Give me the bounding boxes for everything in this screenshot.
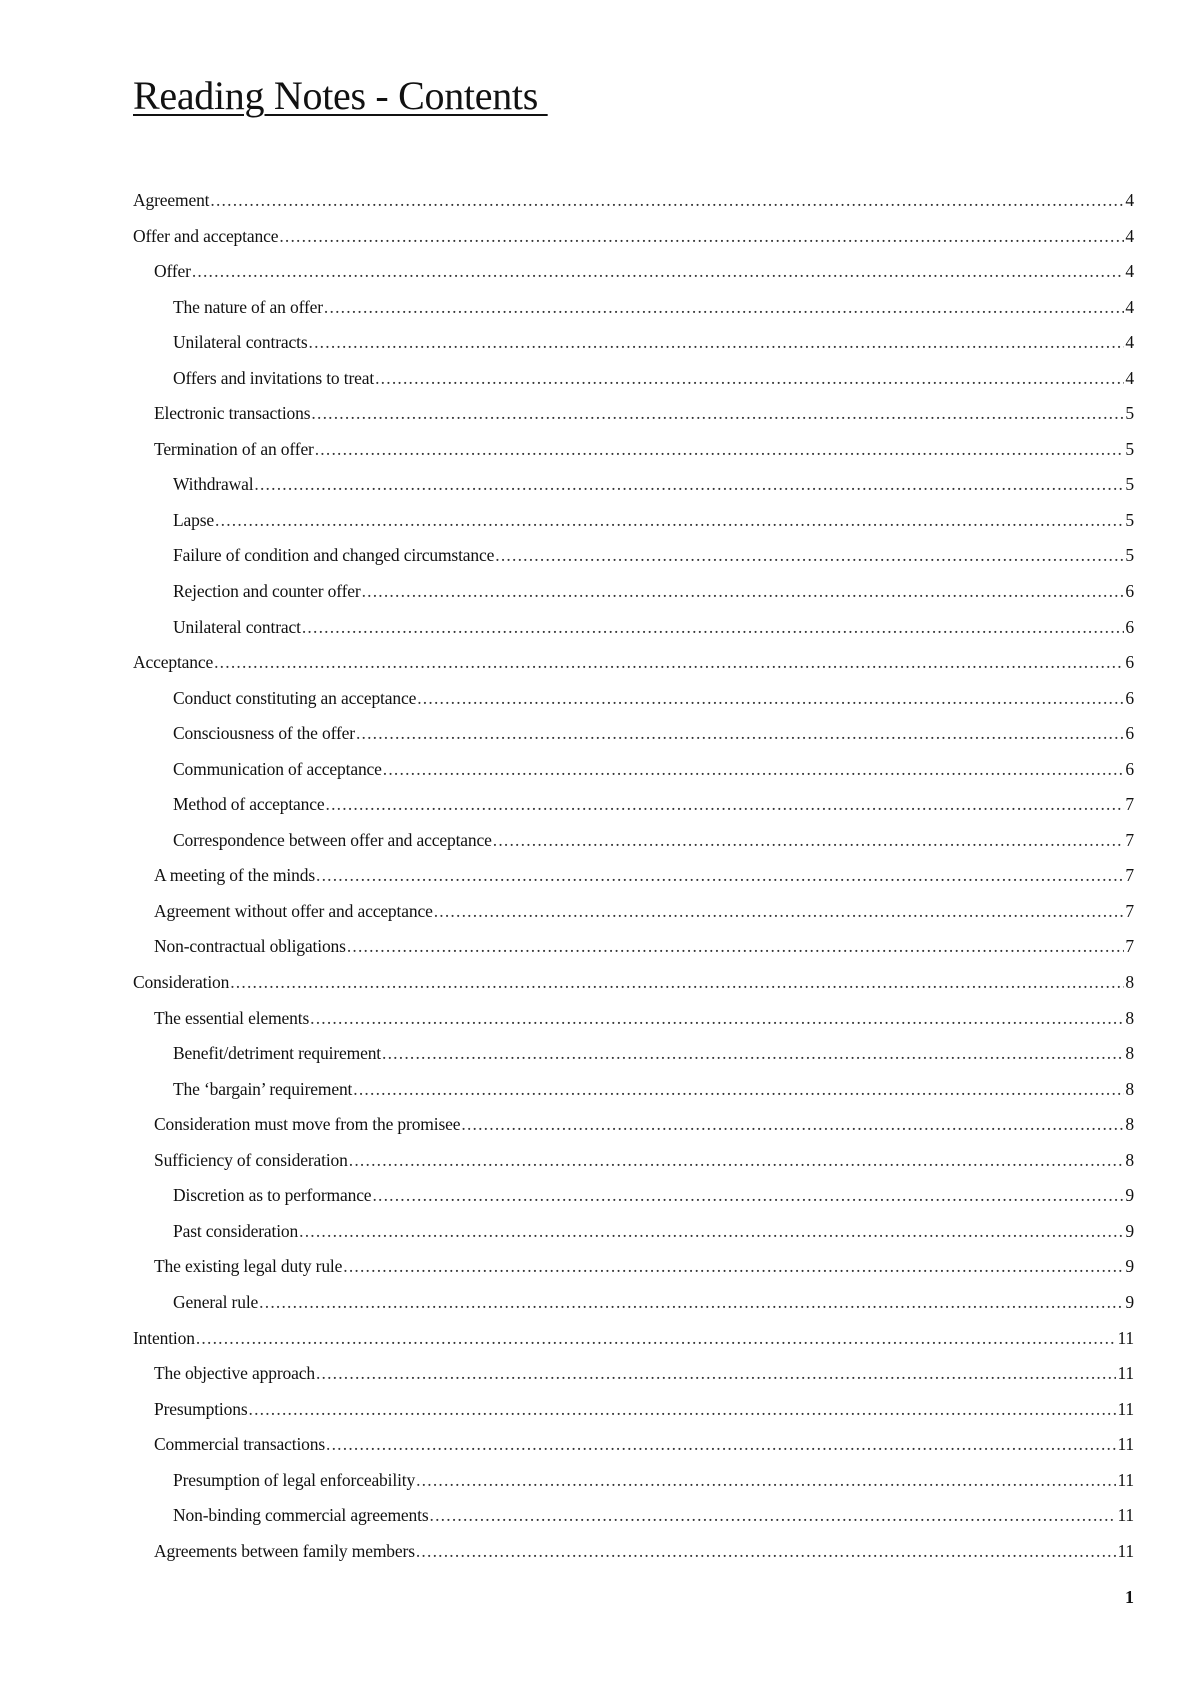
toc-entry-label: Method of acceptance — [173, 794, 325, 815]
toc-entry-page-number: 6 — [1125, 758, 1134, 779]
toc-entry-page-number: 6 — [1125, 652, 1134, 673]
toc-dot-leader — [196, 1328, 1117, 1349]
toc-entry-label: Rejection and counter offer — [173, 581, 361, 602]
toc-entry-label: Acceptance — [133, 652, 214, 673]
toc-dot-leader — [279, 226, 1124, 247]
toc-entry[interactable] — [133, 1043, 1134, 1079]
toc-entry-label: Conduct constituting an acceptance — [173, 687, 417, 708]
toc-entry[interactable] — [133, 1505, 1134, 1541]
toc-dot-leader — [302, 617, 1125, 638]
toc-entry-label: Termination of an offer — [154, 438, 314, 459]
toc-entry[interactable] — [133, 332, 1134, 368]
toc-dot-leader — [461, 1114, 1124, 1135]
toc-entry[interactable] — [133, 403, 1134, 439]
toc-dot-leader — [430, 1505, 1117, 1526]
toc-dot-leader — [383, 759, 1125, 780]
toc-dot-leader — [362, 581, 1125, 602]
toc-dot-leader — [249, 1399, 1117, 1420]
toc-entry-page-number: 8 — [1125, 1114, 1134, 1135]
toc-entry-page-number: 8 — [1125, 1149, 1134, 1170]
toc-entry-page-number: 6 — [1125, 616, 1134, 637]
toc-entry-page-number: 9 — [1125, 1185, 1134, 1206]
toc-entry-page-number: 11 — [1117, 1469, 1134, 1490]
toc-dot-leader — [210, 190, 1124, 211]
toc-entry[interactable] — [133, 688, 1134, 724]
toc-entry-label: Consciousness of the offer — [173, 723, 355, 744]
toc-dot-leader — [326, 1434, 1116, 1455]
toc-entry-label: Electronic transactions — [154, 403, 311, 424]
toc-dot-leader — [416, 1541, 1117, 1562]
toc-entry-page-number: 8 — [1125, 1007, 1134, 1028]
toc-entry-label: Withdrawal — [173, 474, 254, 495]
toc-entry-page-number: 5 — [1125, 545, 1134, 566]
toc-entry[interactable] — [133, 1079, 1134, 1115]
toc-entry-label: The existing legal duty rule — [154, 1256, 343, 1277]
toc-entry[interactable] — [133, 723, 1134, 759]
toc-dot-leader — [324, 297, 1124, 318]
toc-entry-label: Intention — [133, 1327, 195, 1348]
toc-dot-leader — [215, 510, 1124, 531]
toc-entry-page-number: 4 — [1125, 367, 1134, 388]
toc-entry[interactable] — [133, 368, 1134, 404]
toc-entry-label: The objective approach — [154, 1363, 315, 1384]
toc-entry[interactable] — [133, 1185, 1134, 1221]
toc-dot-leader — [343, 1256, 1124, 1277]
toc-entry-page-number: 8 — [1125, 972, 1134, 993]
toc-dot-leader — [299, 1221, 1124, 1242]
toc-dot-leader — [349, 1150, 1125, 1171]
toc-entry-page-number: 11 — [1117, 1327, 1134, 1348]
toc-entry-label: Lapse — [173, 509, 215, 530]
toc-entry-label: Offer and acceptance — [133, 225, 279, 246]
toc-entry-page-number: 4 — [1125, 296, 1134, 317]
toc-entry[interactable] — [133, 261, 1134, 297]
toc-dot-leader — [230, 972, 1124, 993]
toc-entry-label: Sufficiency of consideration — [154, 1149, 348, 1170]
toc-entry-label: Failure of condition and changed circumstance — [173, 545, 495, 566]
toc-entry-page-number: 9 — [1125, 1291, 1134, 1312]
toc-dot-leader — [254, 474, 1124, 495]
toc-entry-label: Offer — [154, 261, 191, 282]
table-of-contents — [133, 190, 1134, 1576]
toc-entry-page-number: 11 — [1117, 1363, 1134, 1384]
toc-entry-page-number: 7 — [1125, 865, 1134, 886]
toc-entry[interactable] — [133, 936, 1134, 972]
toc-entry[interactable] — [133, 1399, 1134, 1435]
toc-entry-page-number: 11 — [1117, 1398, 1134, 1419]
toc-entry-page-number: 7 — [1125, 794, 1134, 815]
toc-dot-leader — [326, 794, 1125, 815]
toc-entry-page-number: 11 — [1117, 1505, 1134, 1526]
toc-entry[interactable] — [133, 1434, 1134, 1470]
toc-entry-label: The essential elements — [154, 1007, 310, 1028]
toc-entry-label: Offers and invitations to treat — [173, 367, 375, 388]
toc-dot-leader — [311, 403, 1124, 424]
toc-dot-leader — [192, 261, 1125, 282]
toc-dot-leader — [353, 1079, 1124, 1100]
toc-entry-page-number: 4 — [1125, 190, 1134, 210]
toc-entry[interactable] — [133, 759, 1134, 795]
toc-entry-label: The nature of an offer — [173, 296, 323, 317]
toc-entry-page-number: 7 — [1125, 829, 1134, 850]
toc-entry-page-number: 4 — [1125, 332, 1134, 353]
toc-entry[interactable] — [133, 1470, 1134, 1506]
toc-entry-label: Consideration must move from the promisee — [154, 1114, 461, 1135]
toc-dot-leader — [316, 865, 1124, 886]
toc-entry[interactable] — [133, 617, 1134, 653]
toc-entry-page-number: 6 — [1125, 581, 1134, 602]
toc-entry-page-number: 6 — [1125, 723, 1134, 744]
toc-entry[interactable] — [133, 1008, 1134, 1044]
toc-entry-label: General rule — [173, 1291, 259, 1312]
toc-entry[interactable] — [133, 1541, 1134, 1577]
toc-dot-leader — [382, 1043, 1124, 1064]
toc-dot-leader — [315, 439, 1125, 460]
toc-dot-leader — [316, 1363, 1117, 1384]
page-number: 1 — [1125, 1587, 1134, 1607]
document-title: Reading Notes - Contents — [133, 73, 548, 118]
toc-dot-leader — [417, 688, 1124, 709]
toc-entry-page-number: 8 — [1125, 1043, 1134, 1064]
toc-entry[interactable] — [133, 581, 1134, 617]
toc-entry-page-number: 5 — [1125, 509, 1134, 530]
toc-entry-label: Commercial transactions — [154, 1434, 326, 1455]
toc-dot-leader — [416, 1470, 1116, 1491]
toc-entry-page-number: 4 — [1125, 261, 1134, 282]
toc-entry-label: Agreement without offer and acceptance — [154, 900, 433, 921]
toc-entry[interactable] — [133, 865, 1134, 901]
toc-entry-label: Agreements between family members — [154, 1540, 415, 1561]
toc-entry-page-number: 5 — [1125, 438, 1134, 459]
toc-entry[interactable] — [133, 1256, 1134, 1292]
toc-entry-label: Unilateral contract — [173, 616, 301, 637]
toc-entry-label: Agreement — [133, 190, 210, 210]
toc-entry[interactable] — [133, 439, 1134, 475]
toc-entry[interactable] — [133, 1328, 1134, 1364]
toc-entry-page-number: 9 — [1125, 1256, 1134, 1277]
toc-entry-page-number: 5 — [1125, 403, 1134, 424]
toc-dot-leader — [375, 368, 1124, 389]
toc-entry[interactable] — [133, 901, 1134, 937]
toc-dot-leader — [495, 545, 1124, 566]
toc-entry[interactable] — [133, 474, 1134, 510]
toc-entry-label: Past consideration — [173, 1220, 299, 1241]
toc-entry-label: A meeting of the minds — [154, 865, 315, 886]
toc-entry-label: Consideration — [133, 972, 230, 993]
toc-entry-page-number: 11 — [1117, 1540, 1134, 1561]
toc-dot-leader — [310, 1008, 1124, 1029]
toc-dot-leader — [214, 652, 1124, 673]
toc-entry-label: Presumptions — [154, 1398, 248, 1419]
toc-dot-leader — [347, 936, 1125, 957]
toc-entry-page-number: 7 — [1125, 936, 1134, 957]
toc-entry[interactable] — [133, 1363, 1134, 1399]
toc-entry[interactable] — [133, 1221, 1134, 1257]
toc-entry-label: Discretion as to performance — [173, 1185, 372, 1206]
toc-entry[interactable] — [133, 297, 1134, 333]
toc-dot-leader — [309, 332, 1125, 353]
toc-entry[interactable] — [133, 190, 1134, 226]
toc-entry-label: Communication of acceptance — [173, 758, 382, 779]
toc-entry[interactable] — [133, 545, 1134, 581]
toc-dot-leader — [356, 723, 1124, 744]
toc-dot-leader — [372, 1185, 1124, 1206]
toc-entry-label: Unilateral contracts — [173, 332, 308, 353]
toc-entry[interactable] — [133, 510, 1134, 546]
toc-entry-page-number: 8 — [1125, 1078, 1134, 1099]
toc-dot-leader — [434, 901, 1125, 922]
toc-entry[interactable] — [133, 1150, 1134, 1186]
toc-entry-label: Non-contractual obligations — [154, 936, 346, 957]
toc-entry-page-number: 6 — [1125, 687, 1134, 708]
toc-entry[interactable] — [133, 830, 1134, 866]
toc-entry-label: Presumption of legal enforceability — [173, 1469, 416, 1490]
toc-entry-page-number: 9 — [1125, 1220, 1134, 1241]
toc-entry[interactable] — [133, 972, 1134, 1008]
toc-entry-label: Non-binding commercial agreements — [173, 1505, 429, 1526]
toc-entry[interactable] — [133, 652, 1134, 688]
toc-entry-label: Benefit/detriment requirement — [173, 1043, 382, 1064]
toc-entry-page-number: 4 — [1125, 225, 1134, 246]
toc-entry[interactable] — [133, 1114, 1134, 1150]
toc-entry-page-number: 7 — [1125, 900, 1134, 921]
toc-entry[interactable] — [133, 794, 1134, 830]
toc-entry-page-number: 5 — [1125, 474, 1134, 495]
toc-entry-page-number: 11 — [1117, 1434, 1134, 1455]
toc-entry[interactable] — [133, 1292, 1134, 1328]
toc-dot-leader — [259, 1292, 1124, 1313]
toc-entry[interactable] — [133, 226, 1134, 262]
toc-dot-leader — [493, 830, 1125, 851]
toc-entry-label: Correspondence between offer and acceptance — [173, 829, 492, 850]
toc-entry-label: The ‘bargain’ requirement — [173, 1078, 353, 1099]
